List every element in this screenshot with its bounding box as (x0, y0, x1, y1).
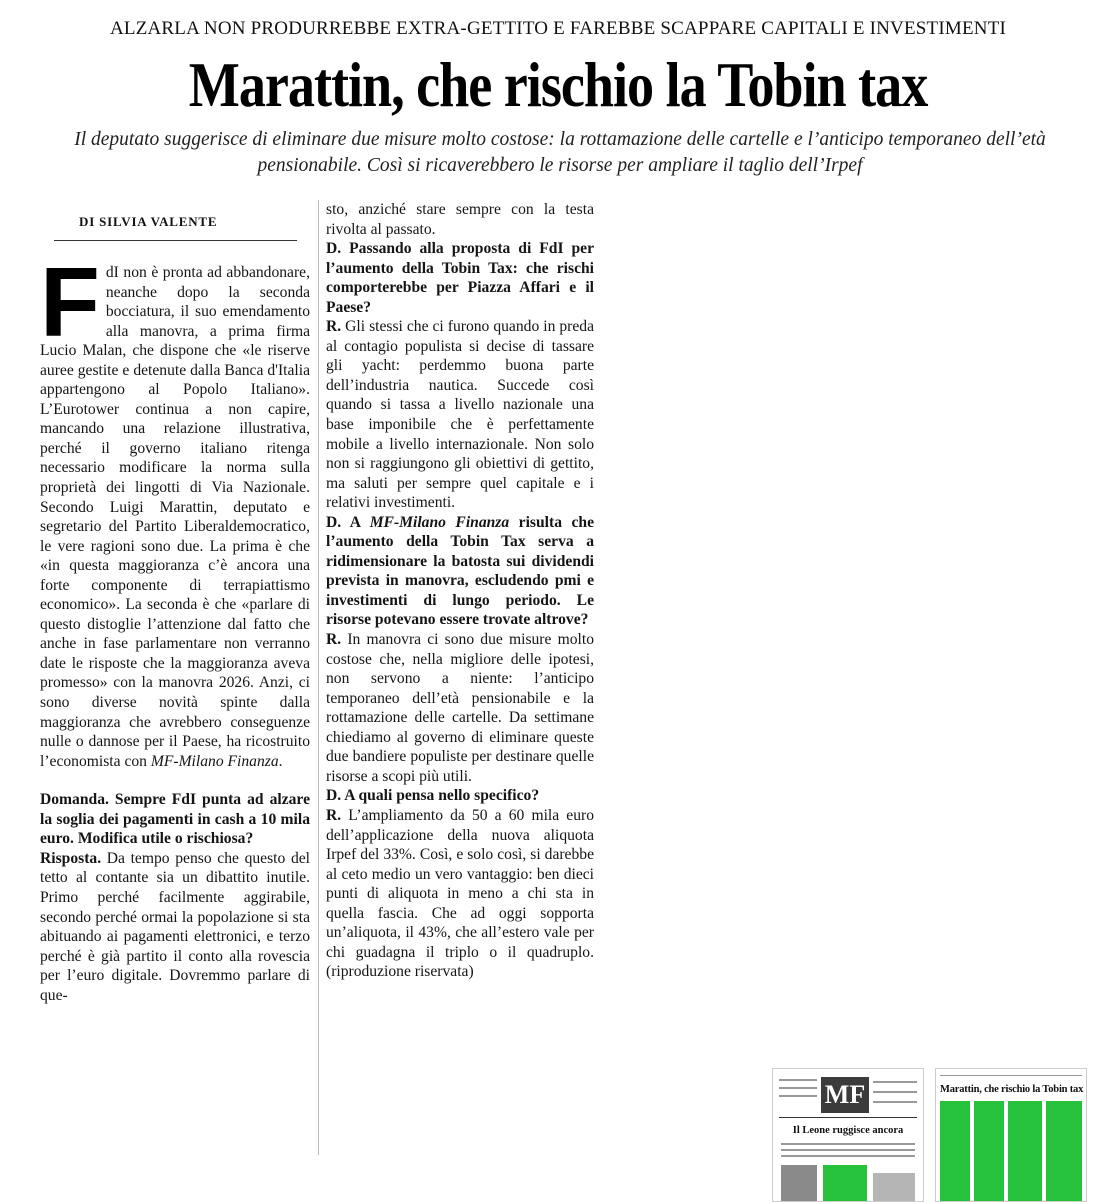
thumb-line (940, 1075, 1082, 1076)
paragraph-gap (40, 771, 310, 790)
intro-paragraph (40, 247, 310, 771)
thumb-line (781, 1149, 915, 1151)
thumb-line (873, 1101, 917, 1103)
thumb-inner-headline: Marattin, che rischio la Tobin tax (940, 1084, 1084, 1095)
intro-text: dI non è pronta ad abbandonare, neanche dopo la seconda bocciatura, il suo emendamento alla manovra, a prima firma Lucio Malan, che dispone che «le riserve auree gestite e detenute dalla Banca d'Italia appartengono al Popolo Italiano». L’Eurotower continua a non capire, mancando una relazione illustrativa, perché il governo italiano ritenga necessario modificare la norma sulla proprietà dei lingotti di Via Nazionale. Secondo Luigi Marattin, deputato e segretario del Partito Liberaldemocratico, le vere ragioni sono due. La prima è che «in questa maggioranza c’è ancora una forte componente di terrapiattismo economico». La seconda è che «parlare di questo distoglie l’attenzione dal fatto che anche in fase parlamentare non verranno date le risposte che la maggioranza aveva promesso» con la manovra 2026. Anzi, ci sono diverse novità spinte dalla maggioranza che avrebbero conseguenze nulle o dannose per il Paese, ha ricostruito l’economista con (40, 264, 310, 770)
mf-logo: MF (821, 1077, 869, 1113)
thumb-green-column (940, 1101, 970, 1201)
inner-page-thumbnail[interactable] (935, 1068, 1087, 1202)
column-divider (318, 200, 319, 1155)
answer-2-text: Gli stessi che ci furono quando in preda al contagio populista si decise di tassare gli yacht: perdemmo buona parte dell’industria nautica. Succede così quando si tassa a livello nazionale una base imponibile che è perfettamente mobile a livello internazionale. Non solo non si raggiungono gli obiettivi di gettito, ma saluti per sempre quel capitale e i relativi investimenti. (326, 318, 594, 512)
kicker: ALZARLA NON PRODURREBBE EXTRA-GETTITO E FAREBBE SCAPPARE CAPITALI E INVESTIMENTI (109, 18, 1007, 39)
answer-2 (326, 317, 594, 512)
thumb-line (779, 1095, 817, 1097)
thumb-line (779, 1079, 817, 1081)
thumb-line (779, 1087, 817, 1089)
drop-cap: F (40, 247, 100, 357)
answer-4-text: L’ampliamento da 50 a 60 mila euro dell’applicazione della nuova aliquota Irpef del 33%. Così, e solo così, si darebbe al ceto medio un vero vantaggio: ben dieci punti di aliquota in meno a chi sta in quella fascia. Che ad oggi sopporta un’aliquota, il 43%, che all’estero vale per chi guadagna il triplo o il quadruplo. (riproduzione riservata) (326, 806, 594, 981)
question-1: Domanda. Sempre FdI punta ad alzare la soglia dei pagamenti in cash a 10 mila euro. Modifica utile o rischiosa? (40, 791, 310, 848)
thumb-line (781, 1143, 915, 1145)
question-4: D. A quali pensa nello specifico? (326, 787, 540, 805)
thumb-line (873, 1091, 917, 1093)
question-3-source: MF-Milano Finanza (369, 513, 510, 531)
thumb-green-column (974, 1101, 1004, 1201)
answer-4 (326, 806, 594, 982)
answer-1-text: Da tempo penso che questo del tetto al contante sia un dibattito inutile. Primo perché facilmente aggirabile, secondo perché ormai la popolazione si sta abituando ai pagamenti elettronici, e terzo perché è già partito il conto alla rovescia per l’euro digitale. Dovremmo parlare di que- (40, 849, 310, 1004)
thumb-line (781, 1155, 915, 1157)
article-column-1 (40, 247, 310, 1005)
byline-rule (54, 240, 297, 241)
answer-1-continued: sto, anziché stare sempre con la testa rivolta al passato. (326, 201, 594, 238)
thumb-green-column (1046, 1101, 1082, 1201)
answer-1 (40, 849, 310, 1005)
intro-source: MF-Milano Finanza (150, 752, 279, 770)
article-column-2 (326, 200, 594, 982)
front-page-thumbnail[interactable] (772, 1068, 924, 1202)
question-3-start: D. A (326, 513, 370, 531)
intro-end: . (278, 752, 283, 770)
answer-2-label: R. (326, 318, 342, 336)
question-2: D. Passando alla proposta di FdI per l’aumento della Tobin Tax: che rischi comporterebbe per Piazza Affari e il Paese? (326, 240, 594, 316)
question-3-end: risulta che l’aumento della Tobin Tax serva a ridimensionare la batosta sui dividendi prevista in manovra, escludendo pmi e investimenti di lungo periodo. Le risorse potevano essere trovate altrove? (326, 513, 594, 629)
question-3 (326, 513, 594, 630)
answer-3-label: R. (326, 631, 342, 649)
thumb-photo (873, 1173, 915, 1201)
answer-4-label: R. (326, 806, 342, 824)
headline: Marattin, che rischio la Tobin tax (188, 50, 928, 120)
thumb-rule (779, 1117, 917, 1118)
answer-3-text: In manovra ci sono due misure molto costose che, nella migliore delle ipotesi, non servono a niente: l’anticipo temporaneo dell’età pensionabile e la rottamazione delle cartelle. Da settimane chiediamo al governo di eliminare queste due bandiere populiste per destinare quelle risorse a scopi più utili. (326, 631, 594, 785)
thumb-green-box (823, 1165, 867, 1201)
answer-1-label: Risposta. (40, 849, 102, 867)
thumb-line (873, 1081, 917, 1083)
byline: DI SILVIA VALENTE (79, 214, 218, 229)
deck-subtitle: Il deputato suggerisce di eliminare due misure molto costose: la rottamazione delle cartelle e l’anticipo temporaneo dell’età pensionabile. Così si ricaverebbero le risorse per ampliare il taglio dell’Irpef (74, 129, 1046, 176)
thumb-green-column (1008, 1101, 1042, 1201)
thumb-front-headline: Il Leone ruggisce ancora (792, 1125, 904, 1136)
thumb-photo (781, 1165, 817, 1201)
answer-3 (326, 630, 594, 786)
